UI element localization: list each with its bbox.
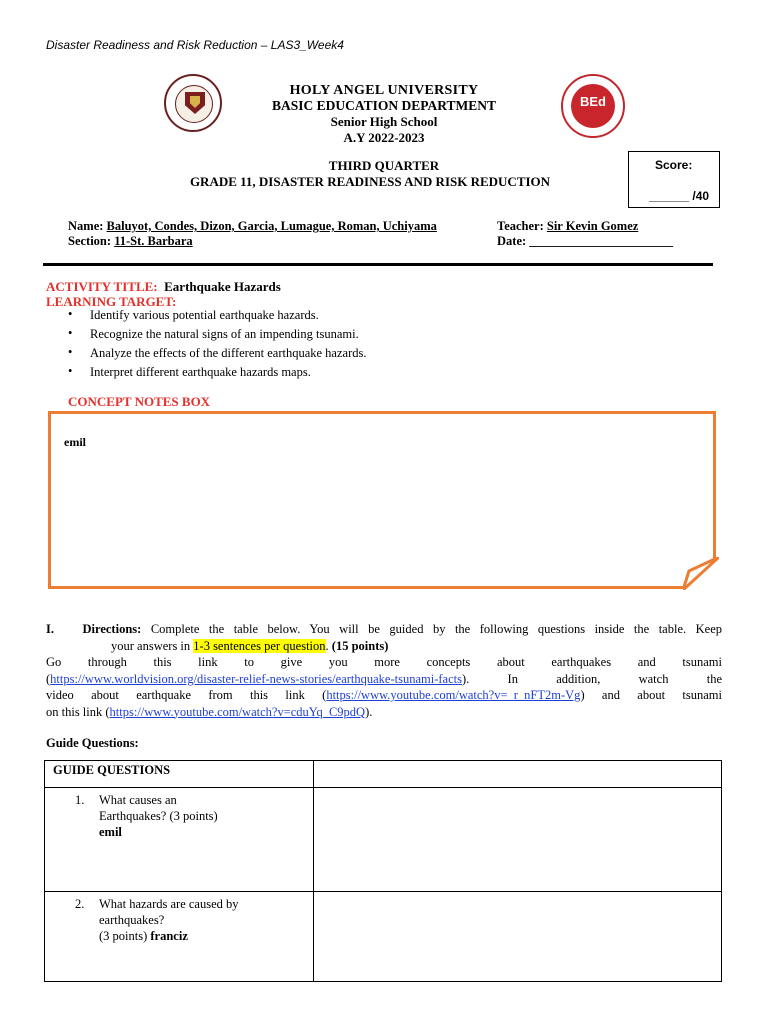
worldvision-link[interactable]: https://www.worldvision.org/disaster-relief-news-stories/earthquake-tsunami-facts bbox=[50, 671, 462, 686]
target-text: Identify various potential earthquake hazards. bbox=[90, 308, 319, 322]
date-value: _______________________ bbox=[529, 234, 674, 248]
answer-cell[interactable] bbox=[314, 788, 722, 892]
question-text: earthquakes? bbox=[99, 913, 165, 927]
list-item bbox=[68, 365, 366, 384]
section-label: Section: bbox=[68, 234, 112, 248]
bullet-icon: • bbox=[68, 345, 73, 359]
guide-questions-heading: Guide Questions: bbox=[46, 736, 139, 750]
concept-notes-label: CONCEPT NOTES BOX bbox=[68, 394, 211, 409]
question-number: 2. bbox=[75, 897, 85, 911]
learning-target-label: LEARNING TARGET: bbox=[46, 294, 177, 309]
directions-text: ). In addition, watch the bbox=[461, 671, 722, 686]
question-text: (3 points) bbox=[99, 929, 148, 943]
directions-line-2 bbox=[46, 638, 722, 655]
question-number: 1. bbox=[75, 793, 85, 807]
answer-cell[interactable] bbox=[314, 892, 722, 982]
bullet-icon: • bbox=[68, 326, 73, 340]
directions-text: ) and about tsunami bbox=[580, 688, 722, 702]
page-fold-icon bbox=[683, 557, 719, 590]
earthquake-video-link[interactable]: https://www.youtube.com/watch?v=_r_nFT2m-Vg bbox=[326, 688, 581, 702]
links-line-2 bbox=[46, 671, 722, 688]
question-cell bbox=[45, 788, 314, 892]
activity-title-value: Earthquake Hazards bbox=[164, 279, 281, 294]
links-line-1: Go through this link to give you more concepts about earthquakes and tsunami bbox=[46, 655, 722, 669]
bullet-icon: • bbox=[68, 307, 73, 321]
directions-number: I. bbox=[46, 622, 54, 636]
directions-block bbox=[46, 621, 722, 720]
name-label: Name: bbox=[68, 219, 104, 233]
table-row bbox=[45, 788, 722, 892]
target-text: Interpret different earthquake hazards maps. bbox=[90, 365, 311, 379]
seal-bed-text: BEd bbox=[580, 94, 606, 109]
links-line-3 bbox=[46, 687, 722, 704]
target-text: Analyze the effects of the different earthquake hazards. bbox=[90, 346, 367, 360]
subject-title: GRADE 11, DISASTER READINESS AND RISK REDUCTION bbox=[189, 174, 551, 189]
teacher-value: Sir Kevin Gomez bbox=[546, 219, 639, 233]
list-item bbox=[68, 327, 366, 346]
directions-label: Directions: bbox=[82, 622, 142, 636]
list-item bbox=[68, 308, 366, 327]
tsunami-video-link[interactable]: https://www.youtube.com/watch?v=cduYq_C9pdQ bbox=[109, 704, 366, 719]
table-header-row bbox=[45, 761, 722, 788]
learning-target-list bbox=[68, 308, 366, 384]
name-value: Baluyot, Condes, Dizon, Garcia, Lumague, Roman, Uchiyama bbox=[106, 219, 437, 233]
table-header-cell: GUIDE QUESTIONS bbox=[45, 761, 314, 788]
department-name: BASIC EDUCATION DEPARTMENT bbox=[271, 98, 497, 113]
list-item bbox=[68, 346, 366, 365]
quarter-title: THIRD QUARTER bbox=[328, 158, 440, 173]
university-name: HOLY ANGEL UNIVERSITY bbox=[289, 83, 479, 98]
question-text: What hazards are caused by bbox=[99, 897, 239, 911]
date-row bbox=[497, 234, 673, 249]
table-header-answer-cell bbox=[314, 761, 722, 788]
question-author: emil bbox=[99, 825, 122, 839]
directions-text: your answers in bbox=[111, 638, 191, 653]
header-divider bbox=[43, 263, 713, 266]
activity-title-row bbox=[46, 279, 281, 295]
bullet-icon: • bbox=[68, 364, 73, 378]
links-line-4 bbox=[46, 704, 722, 721]
table-row bbox=[45, 892, 722, 982]
question-text: Earthquakes? (3 points) bbox=[99, 809, 218, 823]
directions-line-1 bbox=[46, 621, 722, 638]
points-text: (15 points) bbox=[331, 638, 389, 653]
directions-text: Complete the table below. You will be guided by the following questions inside the table. Keep bbox=[150, 622, 723, 636]
question-text: What causes an bbox=[99, 793, 177, 807]
concept-notes-content[interactable]: emil bbox=[64, 435, 86, 449]
score-box[interactable] bbox=[628, 151, 720, 208]
guide-questions-table bbox=[44, 760, 722, 982]
teacher-label: Teacher: bbox=[497, 219, 544, 233]
directions-text: ). bbox=[365, 704, 373, 719]
name-row bbox=[68, 219, 437, 234]
date-label: Date: bbox=[497, 234, 527, 248]
school-name: Senior High School bbox=[330, 114, 438, 129]
running-header: Disaster Readiness and Risk Reduction – LAS3_Week4 bbox=[46, 38, 344, 52]
target-text: Recognize the natural signs of an impending tsunami. bbox=[90, 327, 359, 341]
score-label: Score: bbox=[655, 158, 693, 172]
directions-text: . bbox=[325, 638, 329, 653]
activity-title-label: ACTIVITY TITLE: bbox=[46, 279, 158, 294]
question-points-row bbox=[99, 928, 307, 944]
score-value: ______ /40 bbox=[649, 189, 710, 203]
section-row bbox=[68, 234, 193, 249]
directions-text: on this link ( bbox=[46, 704, 110, 719]
highlighted-text: 1-3 sentences per question bbox=[193, 638, 326, 653]
question-author: franciz bbox=[150, 929, 188, 943]
paren-text: ( bbox=[46, 671, 51, 686]
concept-notes-box[interactable] bbox=[48, 411, 716, 589]
section-value: 11-St. Barbara bbox=[114, 234, 193, 248]
teacher-row bbox=[497, 219, 638, 234]
question-cell bbox=[45, 892, 314, 982]
academic-year: A.Y 2022-2023 bbox=[343, 130, 425, 145]
directions-text: video about earthquake from this link ( bbox=[46, 688, 327, 702]
